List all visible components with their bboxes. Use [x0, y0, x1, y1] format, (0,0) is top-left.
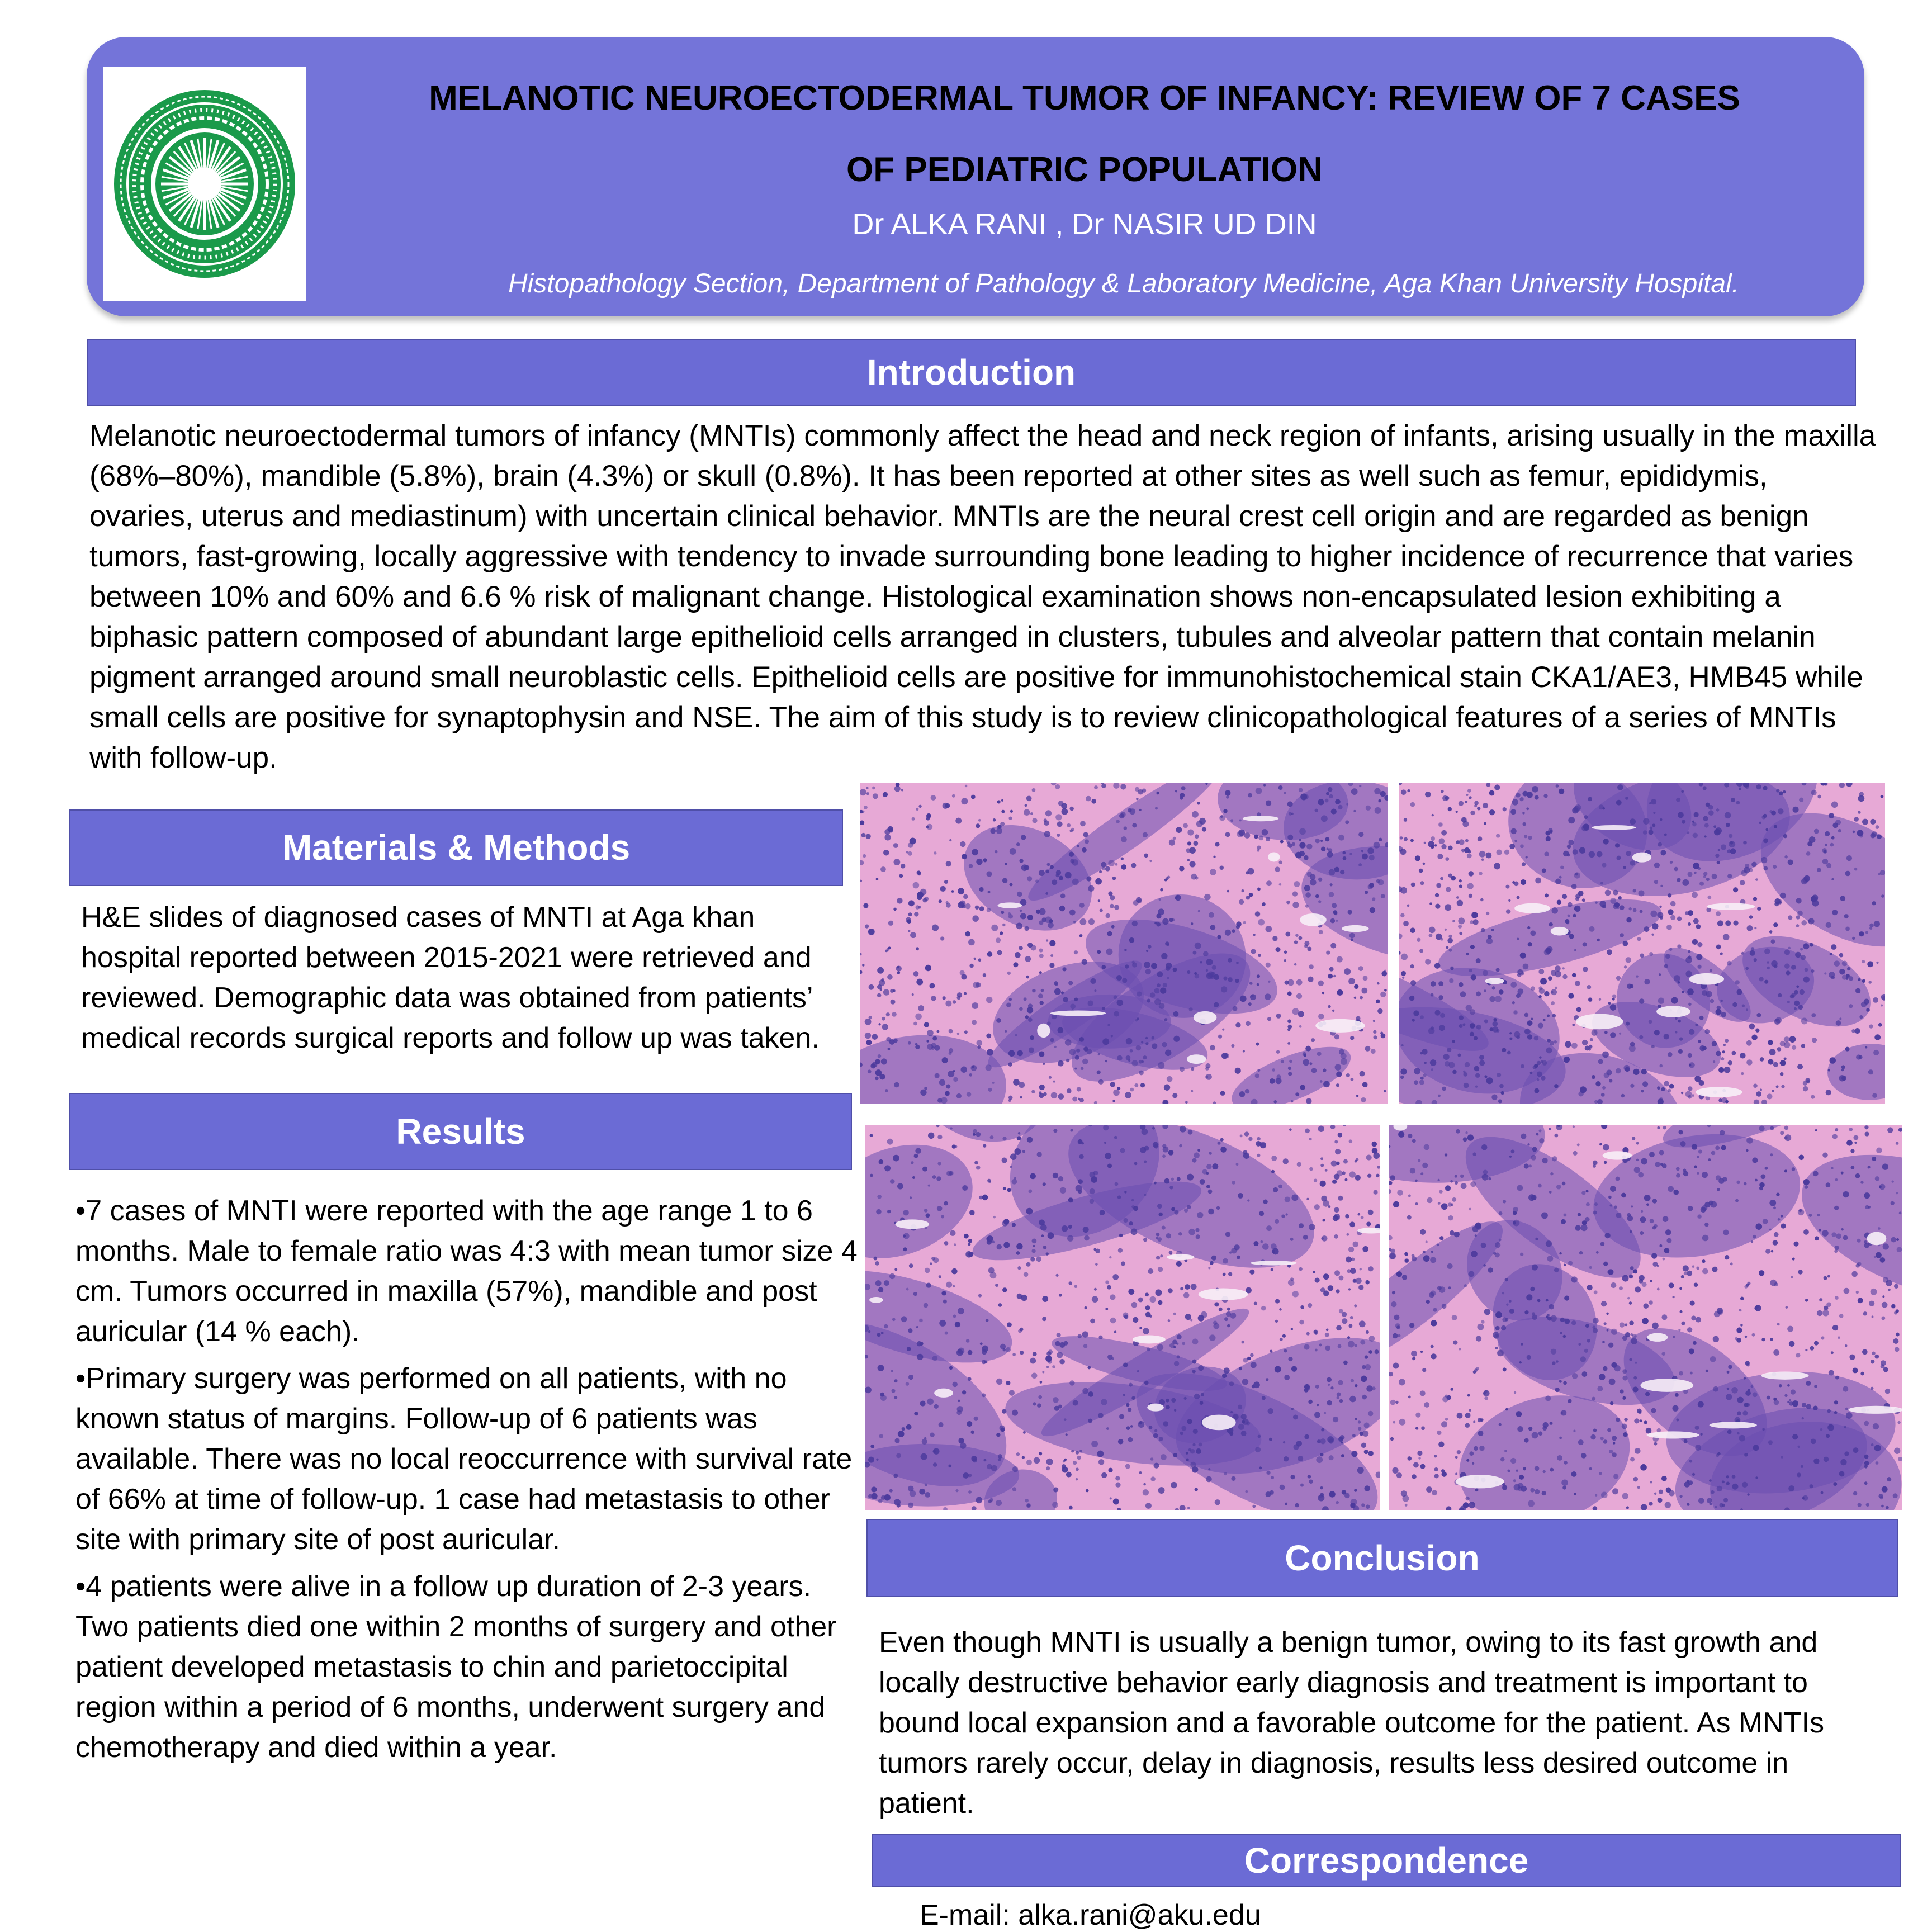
results-heading: Results [69, 1093, 852, 1170]
introduction-text: Melanotic neuroectodermal tumors of infancy (MNTIs) commonly affect the head and neck region of infants, arising usually in the maxilla (68%–80%), mandible (5.8%), brain (4.3%) or skull (0.8%). It has been reported at other sites as well such as femur, epididymis, ovaries, uterus and mediastinum) with uncertain clinical behavior. MNTIs are the neural crest cell origin and are regarded as benign tumors, fast-growing, locally aggressive with tendency to invade surrounding bone leading to higher incidence of recurrence that varies between 10% and 60% and 6.6 % risk of malignant change. Histological examination shows non-encapsulated lesion exhibiting a biphasic pattern composed of abundant large epithelioid cells arranged in clusters, tubules and alveolar pattern that contain melanin pigment arranged around small neuroblastic cells. Epithelioid cells are positive for immunohistochemical stain CKA1/AE3, HMB45 while small cells are positive for synaptophysin and NSE. The aim of this study is to review clinicopathological features of a series of MNTIs with follow-up. [89, 419, 1876, 774]
university-logo [103, 67, 306, 301]
methods-heading: Materials & Methods [69, 809, 843, 886]
micrograph-3-image [865, 1125, 1380, 1510]
title-line-1: MELANOTIC NEUROECTODERMAL TUMOR OF INFANCY: REVIEW OF 7 CASES [429, 79, 1740, 117]
results-list [75, 1191, 858, 1774]
results-item: •7 cases of MNTI were reported with the age range 1 to 6 months. Male to female ratio was 4:3 with mean tumor size 4 cm. Tumors occurred in maxilla (57%), mandible and post auricular (14 % each). [75, 1195, 858, 1348]
micrograph-3 [865, 1125, 1380, 1510]
correspondence-heading: Correspondence [872, 1834, 1901, 1887]
micrograph-4 [1389, 1125, 1902, 1510]
university-seal-icon [103, 67, 306, 301]
introduction-heading: Introduction [87, 339, 1856, 406]
micrograph-2-image [1399, 783, 1885, 1104]
correspondence-email[interactable]: E-mail: alka.rani@aku.edu [920, 1899, 1261, 1931]
affiliation: Histopathology Section, Department of Pathology & Laboratory Medicine, Aga Khan University Hospital. [508, 269, 1740, 299]
title-line-2: OF PEDIATRIC POPULATION [846, 150, 1323, 189]
micrograph-1-image [860, 783, 1388, 1104]
conclusion-heading: Conclusion [866, 1519, 1898, 1597]
poster-title [313, 63, 1856, 206]
micrograph-4-image [1389, 1125, 1902, 1510]
micrograph-1 [860, 783, 1388, 1104]
methods-text: H&E slides of diagnosed cases of MNTI at Aga khan hospital reported between 2015-2021 were retrieved and reviewed. Demographic data was obtained from patients’ medical records surgical reports and follow up was taken. [81, 901, 820, 1054]
authors: Dr ALKA RANI , Dr NASIR UD DIN [852, 207, 1317, 241]
results-item: •4 patients were alive in a follow up duration of 2-3 years. Two patients died one within 2 months of surgery and other patient developed metastasis to chin and parietoccipital region within a period of 6 months, underwent surgery and chemotherapy and died within a year. [75, 1570, 837, 1764]
conclusion-text: Even though MNTI is usually a benign tumor, owing to its fast growth and locally destructive behavior early diagnosis and treatment is important to bound local expansion and a favorable outcome for the patient. As MNTIs tumors rarely occur, delay in diagnosis, results less desired outcome in patient. [879, 1626, 1825, 1820]
results-item: •Primary surgery was performed on all patients, with no known status of margins. Follow-up of 6 patients was available. There was no local reoccurrence with survival rate of 66% at time of follow-up. 1 case had metastasis to other site with primary site of post auricular. [75, 1362, 853, 1556]
micrograph-2 [1399, 783, 1885, 1104]
